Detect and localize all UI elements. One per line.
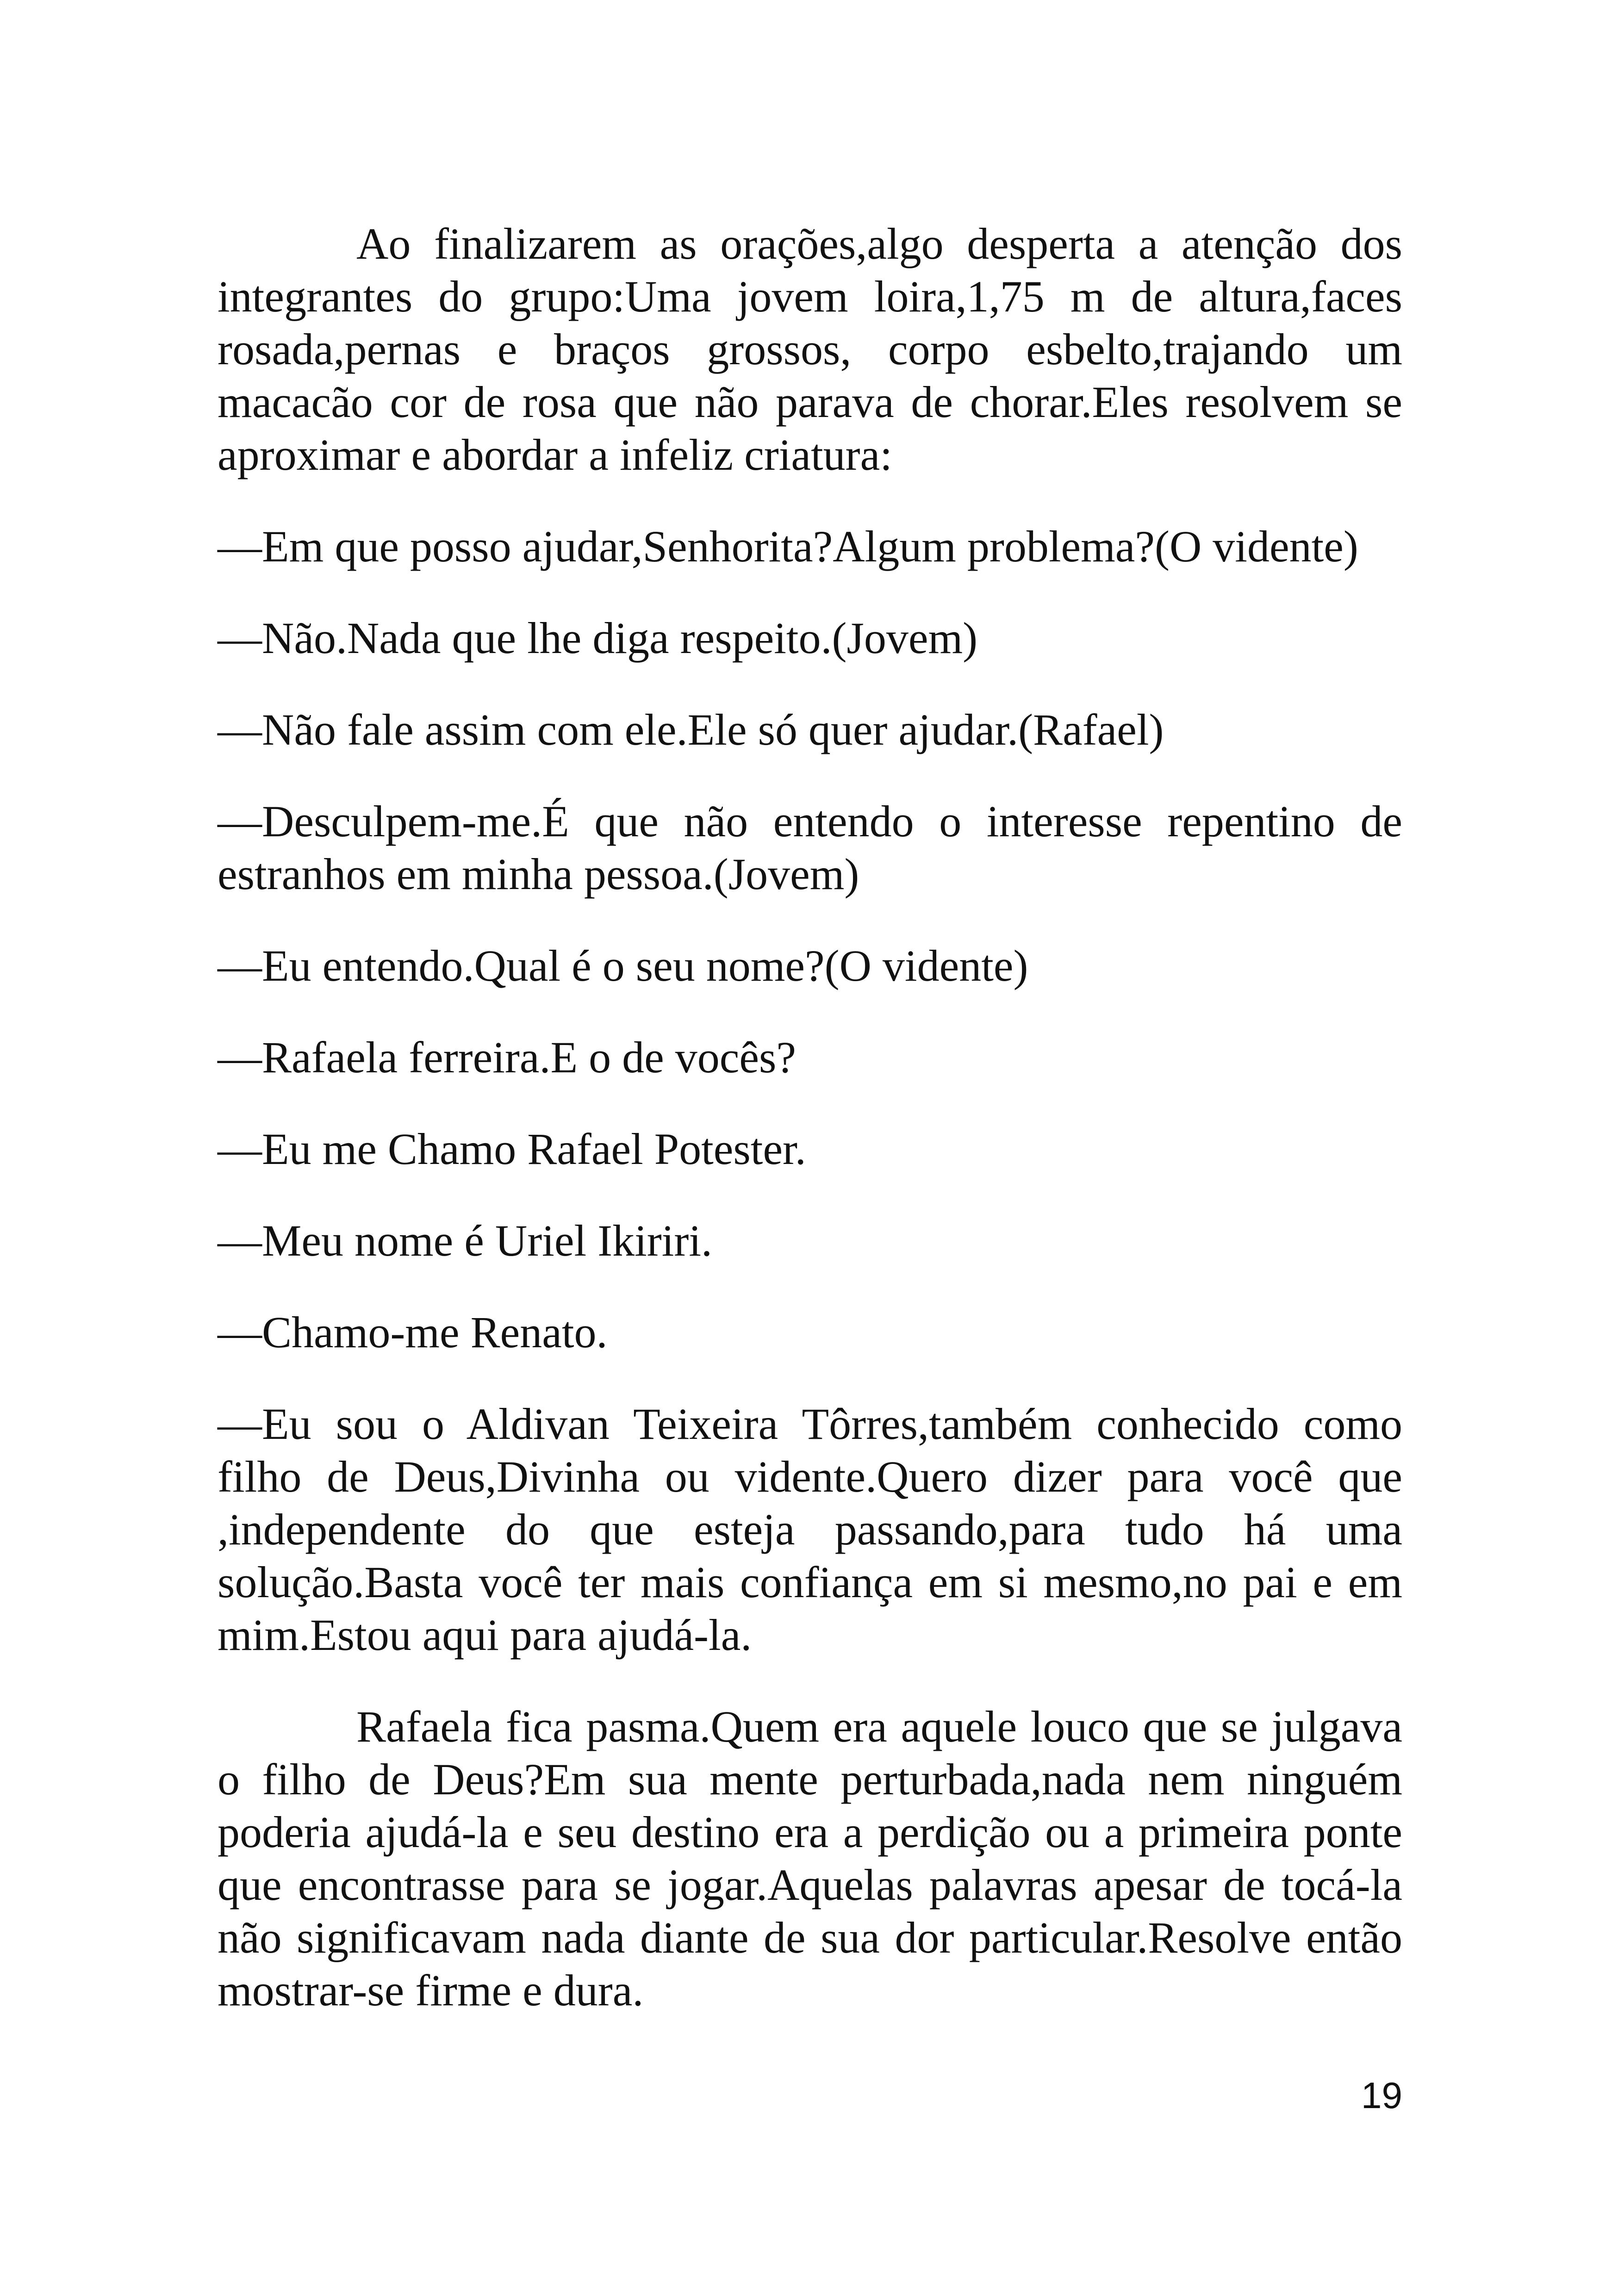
dialogue-line: —Em que posso ajudar,Senhorita?Algum problema?(O vidente): [218, 522, 1358, 571]
dialogue-line: —Rafaela ferreira.E o de vocês?: [218, 1033, 796, 1082]
paragraph-narration: Ao finalizarem as orações,algo desperta a atenção dos integrantes do grupo:Uma jovem loira,1,75 m de altura,faces rosada,pernas e braços grossos, corpo esbelto,trajando um macacão cor de rosa que não parava de chorar.Eles resolvem se aproximar e abordar a infeliz criatura:: [218, 219, 1402, 479]
dialogue-line: —Eu sou o Aldivan Teixeira Tôrres,também conhecido como filho de Deus,Divinha ou vidente.Quero dizer para você que ,independente do que esteja passando,para tudo há uma solução.Basta você ter mais confiança em si mesmo,no pai e em mim.Estou aqui para ajudá-la.: [218, 1399, 1402, 1660]
dialogue-line: —Eu entendo.Qual é o seu nome?(O vidente): [218, 941, 1028, 990]
dialogue-line: —Desculpem-me.É que não entendo o interesse repentino de estranhos em minha pessoa.(Jovem): [218, 796, 1402, 899]
page-number: 19: [1361, 2075, 1402, 2116]
dialogue-line: —Eu me Chamo Rafael Potester.: [218, 1124, 806, 1174]
paragraph-narration: Rafaela fica pasma.Quem era aquele louco que se julgava o filho de Deus?Em sua mente perturbada,nada nem ninguém poderia ajudá-la e seu destino era a perdição ou a primeira ponte que encontrasse para se jogar.Aquelas palavras apesar de tocá-la não significavam nada diante de sua dor particular.Resolve então mostrar-se firme e dura.: [218, 1702, 1402, 2015]
dialogue-line: —Chamo-me Renato.: [218, 1307, 608, 1357]
text-body: [218, 218, 1402, 2017]
dialogue-line: —Meu nome é Uriel Ikiriri.: [218, 1216, 713, 1265]
dialogue-line: —Não fale assim com ele.Ele só quer ajudar.(Rafael): [218, 705, 1164, 754]
dialogue-line: —Não.Nada que lhe diga respeito.(Jovem): [218, 613, 978, 663]
